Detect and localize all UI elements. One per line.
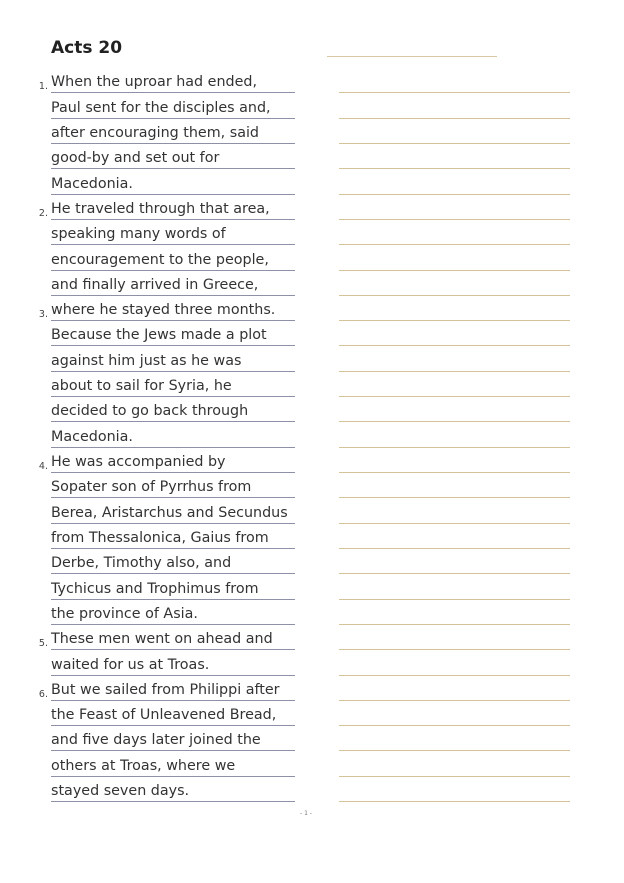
verse-number: 4. [38, 461, 48, 472]
scripture-line [0, 751, 300, 776]
writing-line[interactable] [339, 321, 570, 346]
writing-line[interactable] [339, 397, 570, 422]
verse-number: 1. [38, 81, 48, 93]
scripture-line [0, 68, 300, 93]
writing-line[interactable] [339, 144, 570, 169]
writing-line[interactable] [339, 751, 570, 776]
verse-number: 5. [38, 638, 48, 650]
writing-line[interactable] [339, 271, 570, 296]
verse-text: Macedonia. [51, 169, 295, 195]
writing-line[interactable] [339, 220, 570, 245]
verse-text: about to sail for Syria, he [51, 371, 295, 397]
scripture-line [0, 119, 300, 144]
verse-text: after encouraging them, said [51, 118, 295, 144]
scripture-line [0, 245, 300, 270]
writing-line[interactable] [339, 169, 570, 194]
page-number: - 1 - [300, 810, 312, 817]
scripture-line [0, 676, 300, 701]
verse-text: When the uproar had ended, [51, 67, 295, 93]
verse-text: Derbe, Timothy also, and [51, 548, 295, 574]
scripture-line [0, 498, 300, 523]
verse-text: Berea, Aristarchus and Secundus [51, 498, 295, 524]
verse-text: waited for us at Troas. [51, 650, 295, 676]
scripture-line [0, 473, 300, 498]
verse-text: stayed seven days. [51, 776, 295, 802]
scripture-line [0, 549, 300, 574]
writing-line[interactable] [339, 574, 570, 599]
writing-line[interactable] [339, 119, 570, 144]
verse-text: where he stayed three months. [51, 295, 295, 321]
verse-text: But we sailed from Philippi after [51, 675, 295, 701]
writing-line[interactable] [339, 245, 570, 270]
scripture-line [0, 372, 300, 397]
writing-line[interactable] [339, 195, 570, 220]
verse-text: He traveled through that area, [51, 194, 295, 220]
verse-text: the province of Asia. [51, 599, 295, 625]
scripture-line [0, 422, 300, 447]
writing-line[interactable] [339, 296, 570, 321]
writing-line[interactable] [339, 422, 570, 447]
writing-line[interactable] [339, 650, 570, 675]
writing-line[interactable] [339, 701, 570, 726]
scripture-line [0, 195, 300, 220]
scripture-column [0, 68, 300, 802]
verse-text: and five days later joined the [51, 725, 295, 751]
scripture-line [0, 726, 300, 751]
verse-text: the Feast of Unleavened Bread, [51, 700, 295, 726]
scripture-line [0, 524, 300, 549]
scripture-line [0, 701, 300, 726]
verse-text: against him just as he was [51, 346, 295, 372]
scripture-line [0, 650, 300, 675]
writing-line[interactable] [339, 473, 570, 498]
scripture-line [0, 777, 300, 802]
name-line [327, 56, 497, 57]
writing-line[interactable] [339, 372, 570, 397]
writing-line[interactable] [339, 448, 570, 473]
verse-text: encouragement to the people, [51, 245, 295, 271]
scripture-line [0, 93, 300, 118]
page-title: Acts 20 [51, 38, 123, 58]
writing-line[interactable] [339, 777, 570, 802]
scripture-line [0, 169, 300, 194]
scripture-line [0, 397, 300, 422]
writing-line[interactable] [339, 600, 570, 625]
verse-number: 2. [38, 207, 48, 219]
verse-text: speaking many words of [51, 219, 295, 245]
verse-text: Macedonia. [51, 422, 295, 448]
writing-line[interactable] [339, 549, 570, 574]
writing-line[interactable] [339, 346, 570, 371]
verse-text: Because the Jews made a plot [51, 320, 295, 346]
verse-text: decided to go back through [51, 396, 295, 422]
verse-text: Paul sent for the disciples and, [51, 93, 295, 119]
scripture-line [0, 574, 300, 599]
verse-number: 6. [38, 688, 48, 700]
scripture-line [0, 600, 300, 625]
scripture-line [0, 144, 300, 169]
writing-line[interactable] [339, 93, 570, 118]
writing-line[interactable] [339, 625, 570, 650]
writing-line[interactable] [339, 524, 570, 549]
writing-line[interactable] [339, 676, 570, 701]
scripture-line [0, 346, 300, 371]
writing-line[interactable] [339, 726, 570, 751]
verse-text: others at Troas, where we [51, 751, 295, 777]
scripture-line [0, 296, 300, 321]
verse-text: He was accompanied by [51, 447, 295, 473]
writing-line[interactable] [339, 498, 570, 523]
scripture-line [0, 271, 300, 296]
scripture-line [0, 220, 300, 245]
scripture-line [0, 321, 300, 346]
writing-line[interactable] [339, 68, 570, 93]
verse-text: These men went on ahead and [51, 624, 295, 650]
verse-text: and finally arrived in Greece, [51, 270, 295, 296]
scripture-line [0, 625, 300, 650]
verse-text: Tychicus and Trophimus from [51, 574, 295, 600]
scripture-line [0, 448, 300, 473]
verse-text: from Thessalonica, Gaius from [51, 523, 295, 549]
verse-text: Sopater son of Pyrrhus from [51, 472, 295, 498]
writing-column [339, 68, 570, 802]
verse-text: good-by and set out for [51, 143, 295, 169]
verse-number: 3. [38, 309, 48, 321]
